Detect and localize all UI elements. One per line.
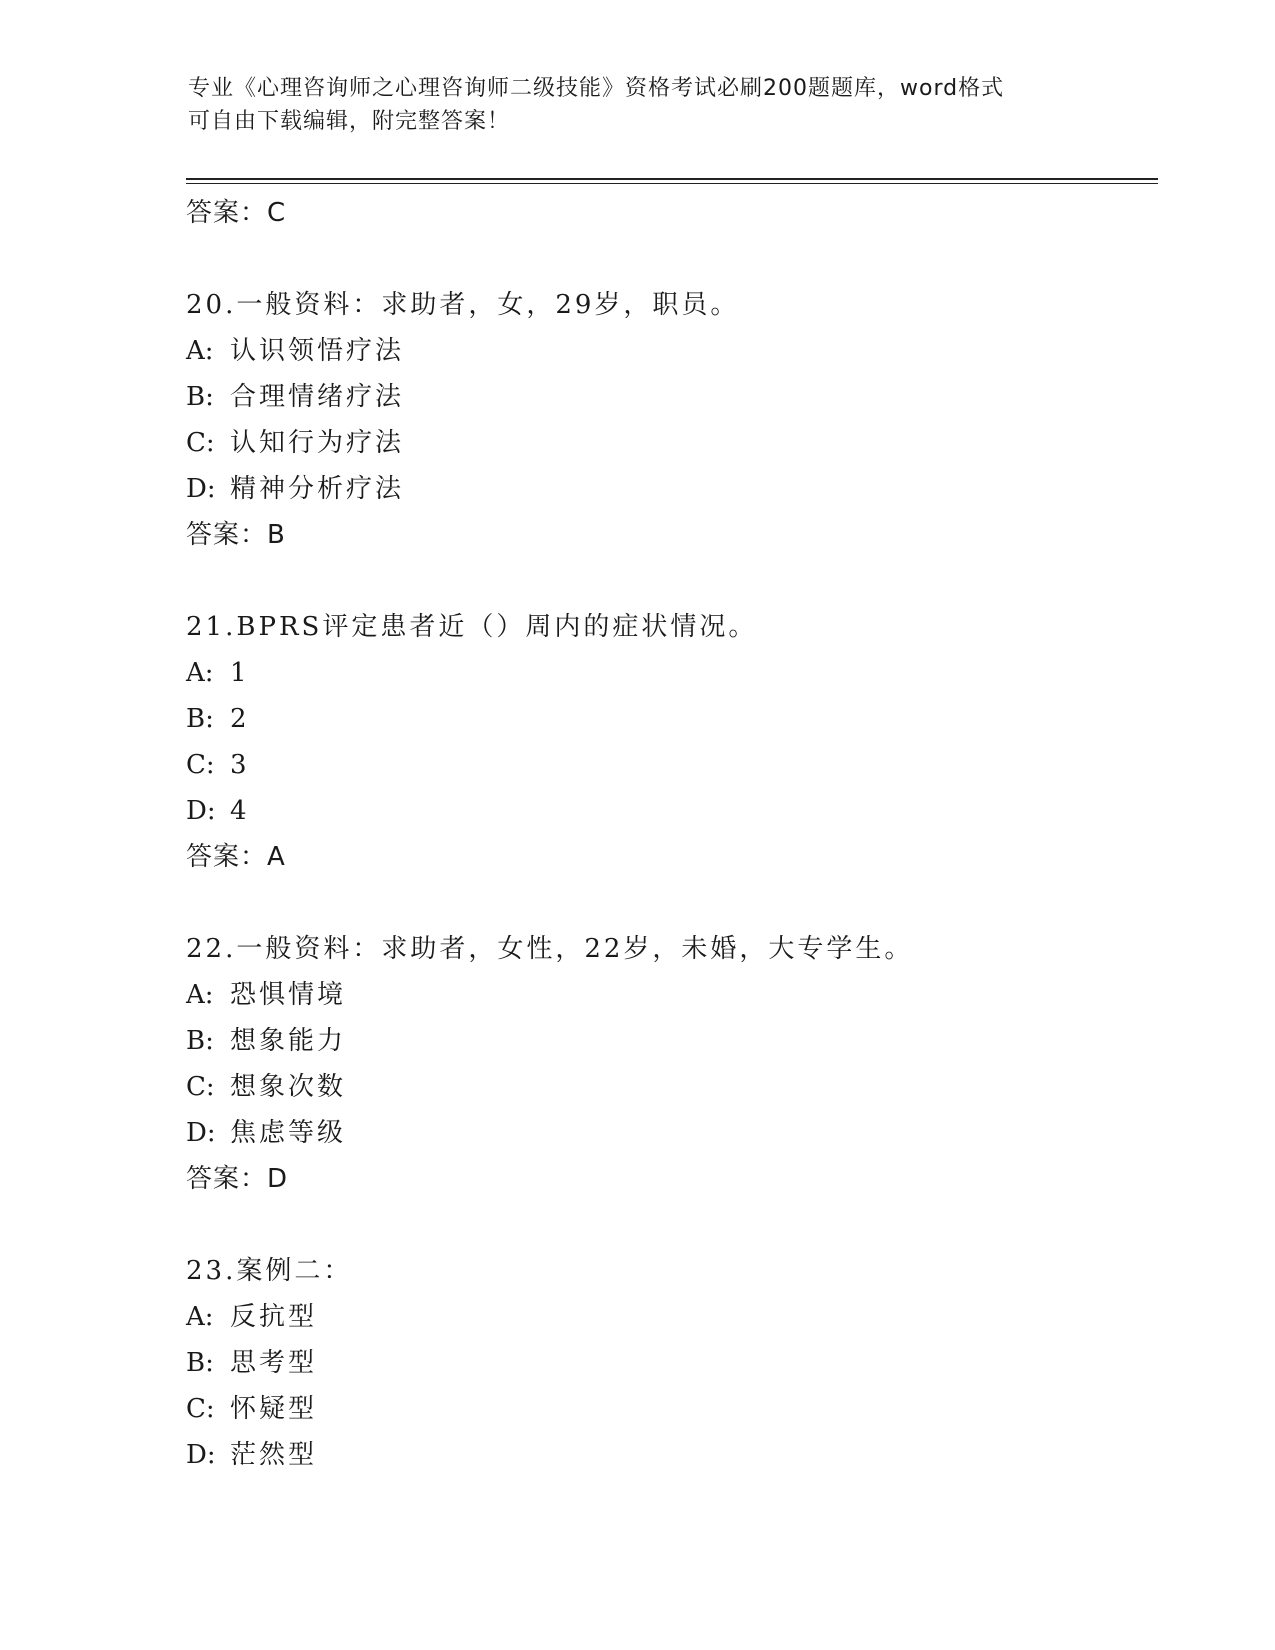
option-a xyxy=(186,650,1146,696)
option-d xyxy=(186,1432,1146,1478)
option-text: 思考型 xyxy=(230,1348,318,1378)
answer-line: 答案：C xyxy=(186,198,287,228)
option-d xyxy=(186,788,1146,834)
option-key: C: xyxy=(186,428,215,458)
option-text: 想象次数 xyxy=(230,1072,347,1102)
option-key: D: xyxy=(186,1118,216,1148)
option-a xyxy=(186,972,1146,1018)
header-line-1: 专业《心理咨询师之心理咨询师二级技能》资格考试必刷200题题库，word格式 xyxy=(188,76,1005,101)
option-key: C: xyxy=(186,1394,215,1424)
document-body xyxy=(186,190,1146,1478)
question-title: 23.案例二： xyxy=(186,1256,353,1286)
option-key: B: xyxy=(186,1026,214,1056)
header-line-2: 可自由下载编辑，附完整答案！ xyxy=(188,109,511,134)
option-d xyxy=(186,466,1146,512)
question-title: 20.一般资料：求助者，女，29岁，职员。 xyxy=(186,290,740,320)
option-b xyxy=(186,1018,1146,1064)
option-text: 精神分析疗法 xyxy=(230,474,405,504)
option-key: D: xyxy=(186,1440,216,1470)
question-block xyxy=(186,282,1146,558)
document-header xyxy=(188,72,1088,138)
option-d xyxy=(186,1110,1146,1156)
option-text: 想象能力 xyxy=(230,1026,347,1056)
option-text: 3 xyxy=(230,750,250,780)
option-b xyxy=(186,374,1146,420)
option-key: C: xyxy=(186,750,215,780)
answer-line: 答案：B xyxy=(186,520,286,550)
option-c xyxy=(186,1064,1146,1110)
option-text: 认识领悟疗法 xyxy=(230,336,405,366)
answer-line: 答案：D xyxy=(186,1164,289,1194)
option-text: 2 xyxy=(230,704,250,734)
option-key: B: xyxy=(186,1348,214,1378)
option-text: 怀疑型 xyxy=(230,1394,318,1424)
option-text: 认知行为疗法 xyxy=(230,428,405,458)
option-text: 焦虑等级 xyxy=(230,1118,347,1148)
option-text: 茫然型 xyxy=(230,1440,318,1470)
answer-line: 答案：A xyxy=(186,842,286,872)
option-key: A: xyxy=(186,658,214,688)
option-key: C: xyxy=(186,1072,215,1102)
option-c xyxy=(186,742,1146,788)
option-text: 4 xyxy=(230,796,250,826)
option-text: 恐惧情境 xyxy=(230,980,347,1010)
header-rule xyxy=(186,178,1158,184)
option-key: A: xyxy=(186,980,214,1010)
option-a xyxy=(186,1294,1146,1340)
option-key: D: xyxy=(186,474,216,504)
question-block xyxy=(186,926,1146,1202)
option-text: 反抗型 xyxy=(230,1302,318,1332)
option-b xyxy=(186,696,1146,742)
option-key: D: xyxy=(186,796,216,826)
option-c xyxy=(186,420,1146,466)
question-title: 21.BPRS评定患者近（）周内的症状情况。 xyxy=(186,612,758,642)
option-text: 1 xyxy=(230,658,250,688)
option-text: 合理情绪疗法 xyxy=(230,382,405,412)
option-b xyxy=(186,1340,1146,1386)
option-key: A: xyxy=(186,1302,214,1332)
option-c xyxy=(186,1386,1146,1432)
option-key: B: xyxy=(186,704,214,734)
option-key: A: xyxy=(186,336,214,366)
question-title: 22.一般资料：求助者，女性，22岁，未婚，大专学生。 xyxy=(186,934,914,964)
option-a xyxy=(186,328,1146,374)
question-block xyxy=(186,1248,1146,1478)
question-block xyxy=(186,604,1146,880)
option-key: B: xyxy=(186,382,214,412)
